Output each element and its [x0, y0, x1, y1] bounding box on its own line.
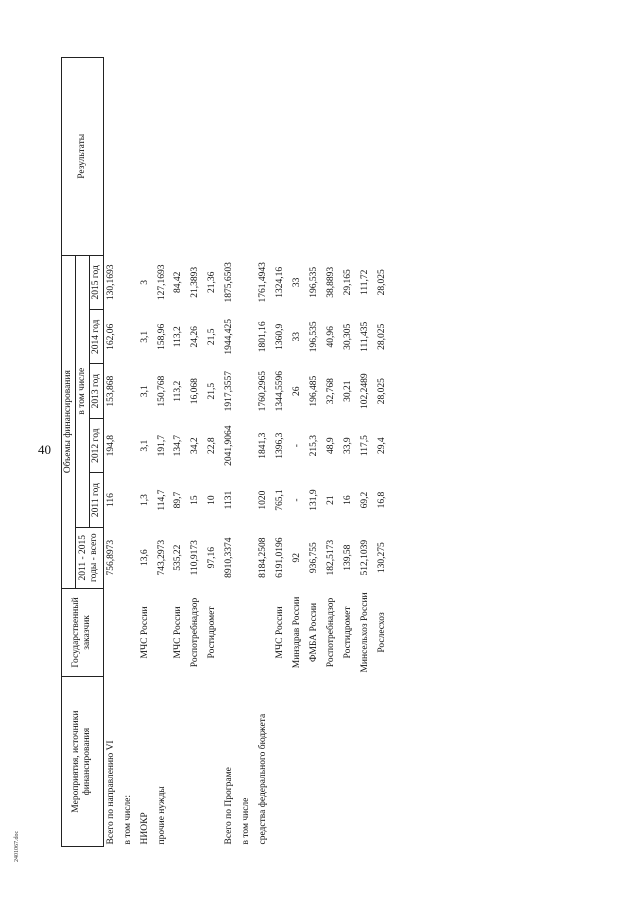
header-2011: 2011 год: [89, 473, 103, 527]
cell-2012: 1841,3: [258, 432, 269, 459]
cell-customer: Рослесхоз: [376, 612, 387, 653]
cell-result: [103, 58, 120, 256]
cell-customer: Ростидромет: [342, 606, 353, 659]
cell-customer: ФМБА России: [308, 602, 319, 663]
cell-result: [138, 58, 155, 256]
table-row: [171, 58, 188, 847]
cell-measure: НИОКР: [139, 812, 150, 845]
table-row: [155, 58, 172, 847]
cell-2013: 16,068: [190, 378, 201, 405]
cell-total: 92: [291, 552, 302, 563]
cell-measure: средства федерального бюджета: [258, 713, 269, 845]
cell-2013: 28,025: [376, 378, 387, 405]
cell-2015: 1324,16: [274, 266, 285, 298]
cell-2011: 69,2: [359, 491, 370, 509]
cell-measure: в том числе: [241, 797, 252, 845]
cell-measure: Всего по Програме: [224, 767, 235, 845]
cell-customer: [239, 588, 256, 677]
cell-2015: 127,1693: [156, 264, 167, 301]
cell-customer: [222, 588, 239, 677]
cell-2014: 1360,9: [274, 323, 285, 350]
cell-2014: 113,2: [173, 326, 184, 348]
rotated-table-container: [61, 57, 621, 847]
cell-2014: 111,435: [359, 321, 370, 352]
cell-2013: 150,768: [156, 375, 167, 407]
cell-result: [290, 58, 307, 256]
cell-2011: 21: [325, 495, 336, 505]
cell-2013: 153,868: [105, 375, 116, 407]
cell-2012: 1396,3: [274, 432, 285, 459]
cell-2013: 1760,2965: [258, 371, 269, 412]
cell-2013: 1344,5596: [274, 371, 285, 412]
table-row: [138, 58, 155, 847]
cell-2015: 21,3893: [190, 266, 201, 298]
page-number: 40: [38, 442, 51, 457]
cell-result: [205, 58, 222, 256]
cell-2011: 1,3: [139, 494, 150, 507]
table-row: [222, 58, 239, 847]
cell-2011: [121, 473, 138, 527]
table-row: [307, 58, 324, 847]
cell-customer: МЧС России: [173, 606, 184, 659]
cell-measure: [324, 677, 341, 847]
cell-total: [239, 527, 256, 588]
cell-total: 743,2973: [156, 539, 167, 576]
cell-2015: 1761,4943: [258, 262, 269, 303]
cell-result: [375, 58, 392, 256]
cell-result: [256, 58, 273, 256]
table-row: [324, 58, 341, 847]
cell-2012: 3,1: [139, 439, 150, 452]
cell-total: [121, 527, 138, 588]
cell-2015: 33: [291, 277, 302, 288]
cell-2014: [121, 310, 138, 364]
cell-2011: 1020: [258, 490, 269, 510]
cell-2013: 196,485: [308, 375, 319, 407]
cell-2012: 2041,9064: [224, 425, 235, 466]
cell-measure: [171, 677, 188, 847]
cell-2013: [121, 364, 138, 418]
cell-2012: 215,3: [308, 434, 319, 457]
cell-result: [121, 58, 138, 256]
cell-2015: 130,1693: [105, 264, 116, 301]
cell-2011: 1131: [224, 490, 235, 510]
cell-total: 8910,3374: [224, 537, 235, 578]
cell-2014: 28,025: [376, 323, 387, 350]
footer-filename: 2401067.doc: [14, 830, 20, 862]
cell-result: [358, 58, 375, 256]
cell-2012: 134,7: [173, 434, 184, 457]
cell-2012: [239, 418, 256, 472]
table-row: [205, 58, 222, 847]
cell-2012: 29,4: [376, 437, 387, 454]
table-row: [273, 58, 290, 847]
cell-customer: [121, 588, 138, 677]
cell-2014: 30,305: [342, 323, 353, 350]
cell-result: [155, 58, 172, 256]
cell-customer: [256, 588, 273, 677]
cell-2014: 3,1: [139, 330, 150, 343]
table-row: [239, 58, 256, 847]
cell-2015: [239, 255, 256, 309]
cell-2013: 30,21: [342, 380, 353, 402]
cell-2014: [239, 310, 256, 364]
cell-2012: 33,9: [342, 437, 353, 454]
cell-measure: [375, 677, 392, 847]
cell-total: 97,16: [207, 547, 218, 569]
table-row: [341, 58, 358, 847]
cell-result: [341, 58, 358, 256]
cell-result: [273, 58, 290, 256]
cell-2015: 3: [139, 279, 150, 285]
financing-table: [61, 57, 391, 847]
cell-total: 6191,0196: [274, 537, 285, 578]
cell-total: 130,275: [376, 542, 387, 574]
cell-2012: -: [291, 444, 302, 448]
cell-2015: 84,42: [173, 271, 184, 294]
cell-measure: [307, 677, 324, 847]
cell-total: 756,8973: [105, 539, 116, 576]
cell-customer: [103, 588, 120, 677]
cell-2011: 114,7: [156, 489, 167, 511]
cell-result: [188, 58, 205, 256]
cell-2012: 34,2: [190, 437, 201, 454]
header-total: 2011 - 2015 годы - всего: [75, 527, 103, 588]
cell-2013: 113,2: [173, 380, 184, 402]
cell-total: 13,6: [139, 549, 150, 567]
cell-customer: Роспотребнадзор: [325, 597, 336, 668]
cell-customer: Минздрав России: [291, 596, 302, 669]
cell-2015: 38,8893: [325, 266, 336, 298]
cell-measure: [273, 677, 290, 847]
cell-customer: Ростидромет: [207, 606, 218, 659]
cell-measure: [290, 677, 307, 847]
cell-measure: [341, 677, 358, 847]
cell-2011: 15: [190, 495, 201, 505]
cell-total: 110,9173: [190, 540, 201, 576]
cell-2015: 21,36: [207, 271, 218, 294]
cell-2013: 1917,3557: [224, 371, 235, 412]
table-row: [188, 58, 205, 847]
cell-total: 139,58: [342, 544, 353, 571]
cell-total: 512,1039: [359, 539, 370, 576]
cell-2011: 16,8: [376, 491, 387, 509]
header-customer: Государственный заказчик: [62, 588, 104, 677]
cell-2012: 117,5: [359, 435, 370, 457]
cell-total: 535,22: [173, 544, 184, 571]
cell-2011: 10: [207, 495, 218, 505]
cell-2015: [121, 255, 138, 309]
cell-total: 182,5173: [325, 539, 336, 576]
cell-result: [222, 58, 239, 256]
cell-2012: 194,8: [105, 434, 116, 457]
cell-2014: 1944,425: [224, 318, 235, 355]
cell-2013: 3,1: [139, 385, 150, 398]
cell-customer: Минсельхоз России: [359, 592, 370, 673]
cell-2011: 89,7: [173, 491, 184, 509]
cell-2013: 26: [291, 386, 302, 396]
cell-2011: 131,9: [308, 489, 319, 511]
table-row: [375, 58, 392, 847]
cell-2014: 40,96: [325, 326, 336, 348]
header-2012: 2012 год: [89, 418, 103, 472]
cell-result: [324, 58, 341, 256]
cell-result: [171, 58, 188, 256]
cell-2014: 24,26: [190, 326, 201, 348]
cell-2015: 28,025: [376, 269, 387, 296]
cell-2014: 162,06: [105, 323, 116, 350]
cell-result: [307, 58, 324, 256]
header-2013: 2013 год: [89, 364, 103, 418]
cell-2015: 1875,6503: [224, 262, 235, 303]
cell-2014: 196,535: [308, 321, 319, 353]
cell-customer: МЧС России: [274, 606, 285, 659]
cell-customer: МЧС России: [139, 606, 150, 659]
table-row: [358, 58, 375, 847]
cell-2011: [239, 473, 256, 527]
header-measures: Мероприятия, источники финансирования: [62, 677, 104, 847]
cell-2012: 191,7: [156, 434, 167, 457]
cell-2014: 21,5: [207, 328, 218, 346]
table-row: [103, 58, 120, 847]
cell-measure: [188, 677, 205, 847]
cell-2014: 158,96: [156, 323, 167, 350]
header-2014: 2014 год: [89, 310, 103, 364]
cell-measure: [358, 677, 375, 847]
cell-customer: [155, 588, 172, 677]
cell-measure: Всего по направлению VI: [105, 740, 116, 845]
cell-measure: в том числе:: [122, 794, 133, 845]
cell-total: 8184,2508: [258, 537, 269, 578]
cell-2013: [239, 364, 256, 418]
cell-2013: 102,2489: [359, 373, 370, 410]
header-2015: 2015 год: [89, 255, 103, 309]
table-row: [121, 58, 138, 847]
header-volumes: Объемы финансирования: [62, 255, 76, 588]
cell-2013: 21,5: [207, 382, 218, 400]
cell-2011: -: [291, 498, 302, 502]
cell-2014: 1801,16: [258, 321, 269, 353]
cell-2011: 765,1: [274, 489, 285, 511]
header-including: в том числе: [75, 255, 89, 527]
cell-2012: 22,8: [207, 437, 218, 454]
cell-2013: 32,768: [325, 378, 336, 405]
cell-2011: 16: [342, 495, 353, 505]
cell-measure: прочие нужды: [156, 786, 167, 845]
cell-2015: 111,72: [359, 269, 370, 296]
cell-customer: Роспотребнадзор: [190, 597, 201, 668]
cell-result: [239, 58, 256, 256]
header-results: Результаты: [62, 58, 104, 256]
cell-2011: 116: [105, 493, 116, 508]
cell-2015: 29,165: [342, 269, 353, 296]
table-row: [290, 58, 307, 847]
cell-measure: [205, 677, 222, 847]
cell-total: 936,755: [308, 542, 319, 574]
cell-2012: [121, 418, 138, 472]
cell-2014: 33: [291, 332, 302, 342]
cell-2012: 48,9: [325, 437, 336, 454]
table-row: [256, 58, 273, 847]
cell-2015: 196,535: [308, 266, 319, 298]
